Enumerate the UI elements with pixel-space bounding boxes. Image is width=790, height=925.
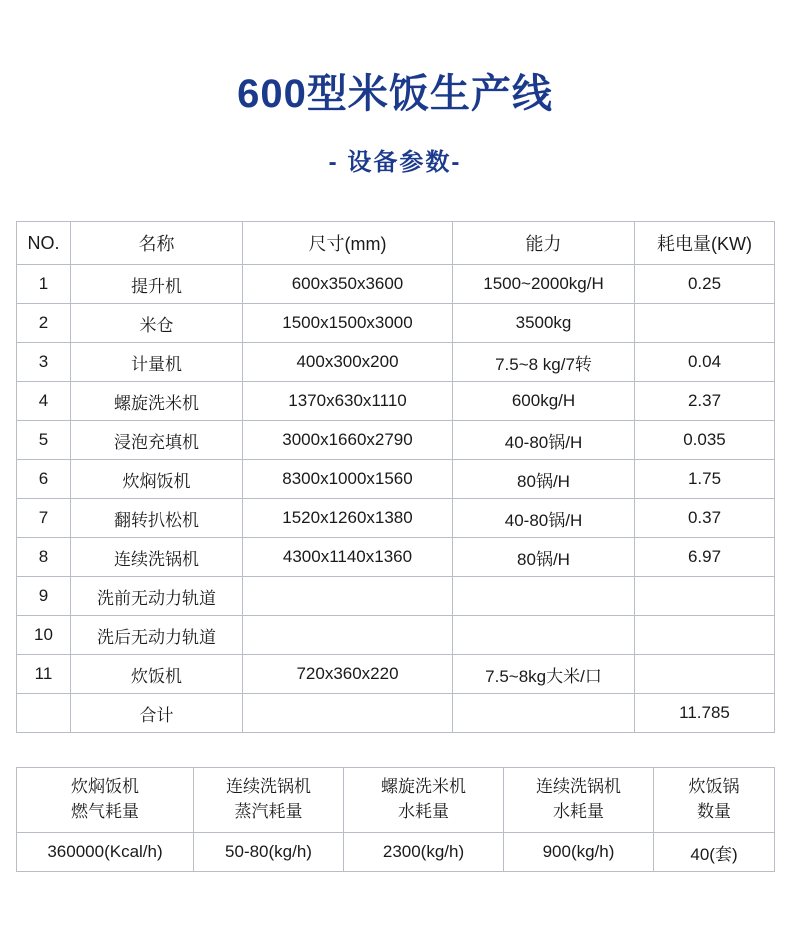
cell-no: 11 (17, 655, 71, 694)
table-row (17, 538, 775, 577)
cell-name: 连续洗锅机 (71, 538, 243, 577)
cell-size (243, 616, 453, 655)
header-line-2: 燃气耗量 (71, 802, 139, 821)
cell-no (17, 694, 71, 733)
table-header-row (17, 222, 775, 265)
cell-size: 4300x1140x1360 (243, 538, 453, 577)
cell-power: 6.97 (635, 538, 775, 577)
cell-no: 10 (17, 616, 71, 655)
header-line-1: 连续洗锅机 (226, 777, 311, 797)
cell-capacity: 80锅/H (453, 538, 635, 577)
column-header-washer-water-consumption (344, 768, 504, 833)
cell-no: 3 (17, 343, 71, 382)
cell-name: 提升机 (71, 265, 243, 304)
spec-table (16, 221, 775, 733)
column-header-size: 尺寸(mm) (243, 222, 453, 265)
cell-no: 9 (17, 577, 71, 616)
table-row (17, 833, 775, 872)
cell-no: 1 (17, 265, 71, 304)
cell-no: 5 (17, 421, 71, 460)
cell-total-label: 合计 (71, 694, 243, 733)
cell-size: 1500x1500x3000 (243, 304, 453, 343)
cell-name: 计量机 (71, 343, 243, 382)
header-line-1: 连续洗锅机 (536, 777, 621, 797)
cell-name: 螺旋洗米机 (71, 382, 243, 421)
consumption-table (16, 767, 775, 872)
cell-name: 洗后无动力轨道 (71, 616, 243, 655)
spec-table-container (16, 221, 774, 733)
cell-power: 0.37 (635, 499, 775, 538)
cell-capacity (453, 577, 635, 616)
cell-size: 600x350x3600 (243, 265, 453, 304)
table-row (17, 265, 775, 304)
cell-capacity: 600kg/H (453, 382, 635, 421)
table-row-total (17, 694, 775, 733)
cell-name: 翻转扒松机 (71, 499, 243, 538)
cell-steam-consumption: 50-80(kg/h) (194, 833, 344, 872)
cell-name: 炊饭机 (71, 655, 243, 694)
column-header-no: NO. (17, 222, 71, 265)
cell-capacity (453, 616, 635, 655)
page-title: 600型米饭生产线 (237, 72, 553, 116)
cell-no: 7 (17, 499, 71, 538)
cell-capacity (453, 694, 635, 733)
header-line-2: 水耗量 (553, 802, 604, 821)
cell-no: 2 (17, 304, 71, 343)
cell-capacity: 7.5~8kg大米/口 (453, 655, 635, 694)
cell-no: 6 (17, 460, 71, 499)
cell-power (635, 577, 775, 616)
cell-washer-water-consumption: 2300(kg/h) (344, 833, 504, 872)
cell-size (243, 577, 453, 616)
header-line-1: 炊饭锅 (688, 777, 740, 797)
cell-power: 0.035 (635, 421, 775, 460)
cell-capacity: 40-80锅/H (453, 421, 635, 460)
column-header-capacity: 能力 (453, 222, 635, 265)
spec-table-head (17, 222, 775, 265)
header-line-1: 炊焖饭机 (71, 777, 139, 797)
column-header-name: 名称 (71, 222, 243, 265)
table-row (17, 421, 775, 460)
header-line-2: 蒸汽耗量 (234, 802, 303, 821)
header-line-2: 数量 (697, 802, 731, 821)
cell-size: 720x360x220 (243, 655, 453, 694)
column-header-potwasher-water-consumption (504, 768, 654, 833)
table-row (17, 382, 775, 421)
table-row (17, 655, 775, 694)
table-row (17, 577, 775, 616)
cell-power: 0.25 (635, 265, 775, 304)
cell-power (635, 304, 775, 343)
column-header-power: 耗电量(KW) (635, 222, 775, 265)
cell-gas-consumption: 360000(Kcal/h) (17, 833, 194, 872)
cell-no: 8 (17, 538, 71, 577)
spec-table-body (17, 265, 775, 733)
cell-capacity: 7.5~8 kg/7转 (453, 343, 635, 382)
consumption-table-head (17, 768, 775, 833)
cell-size: 400x300x200 (243, 343, 453, 382)
cell-pot-quantity: 40(套) (654, 833, 775, 872)
table-header-row (17, 768, 775, 833)
cell-name: 米仓 (71, 304, 243, 343)
cell-capacity: 80锅/H (453, 460, 635, 499)
cell-size: 1370x630x1110 (243, 382, 453, 421)
column-header-gas-consumption (17, 768, 194, 833)
page-subtitle: - 设备参数- (328, 149, 462, 176)
cell-name: 浸泡充填机 (71, 421, 243, 460)
cell-size: 8300x1000x1560 (243, 460, 453, 499)
cell-name: 洗前无动力轨道 (71, 577, 243, 616)
cell-size: 3000x1660x2790 (243, 421, 453, 460)
header-line-1: 螺旋洗米机 (381, 777, 466, 797)
cell-power (635, 616, 775, 655)
table-row (17, 460, 775, 499)
cell-size (243, 694, 453, 733)
cell-power: 0.04 (635, 343, 775, 382)
cell-capacity: 1500~2000kg/H (453, 265, 635, 304)
cell-potwasher-water-consumption: 900(kg/h) (504, 833, 654, 872)
table-row (17, 616, 775, 655)
cell-power: 1.75 (635, 460, 775, 499)
cell-power (635, 655, 775, 694)
column-header-pot-quantity (654, 768, 775, 833)
table-row (17, 343, 775, 382)
cell-power: 2.37 (635, 382, 775, 421)
consumption-table-container (16, 767, 774, 872)
column-header-steam-consumption (194, 768, 344, 833)
table-row (17, 499, 775, 538)
cell-no: 4 (17, 382, 71, 421)
cell-total-power: 11.785 (635, 694, 775, 733)
cell-name: 炊焖饭机 (71, 460, 243, 499)
cell-capacity: 40-80锅/H (453, 499, 635, 538)
table-row (17, 304, 775, 343)
cell-size: 1520x1260x1380 (243, 499, 453, 538)
consumption-table-body (17, 833, 775, 872)
header-line-2: 水耗量 (398, 802, 449, 821)
cell-capacity: 3500kg (453, 304, 635, 343)
